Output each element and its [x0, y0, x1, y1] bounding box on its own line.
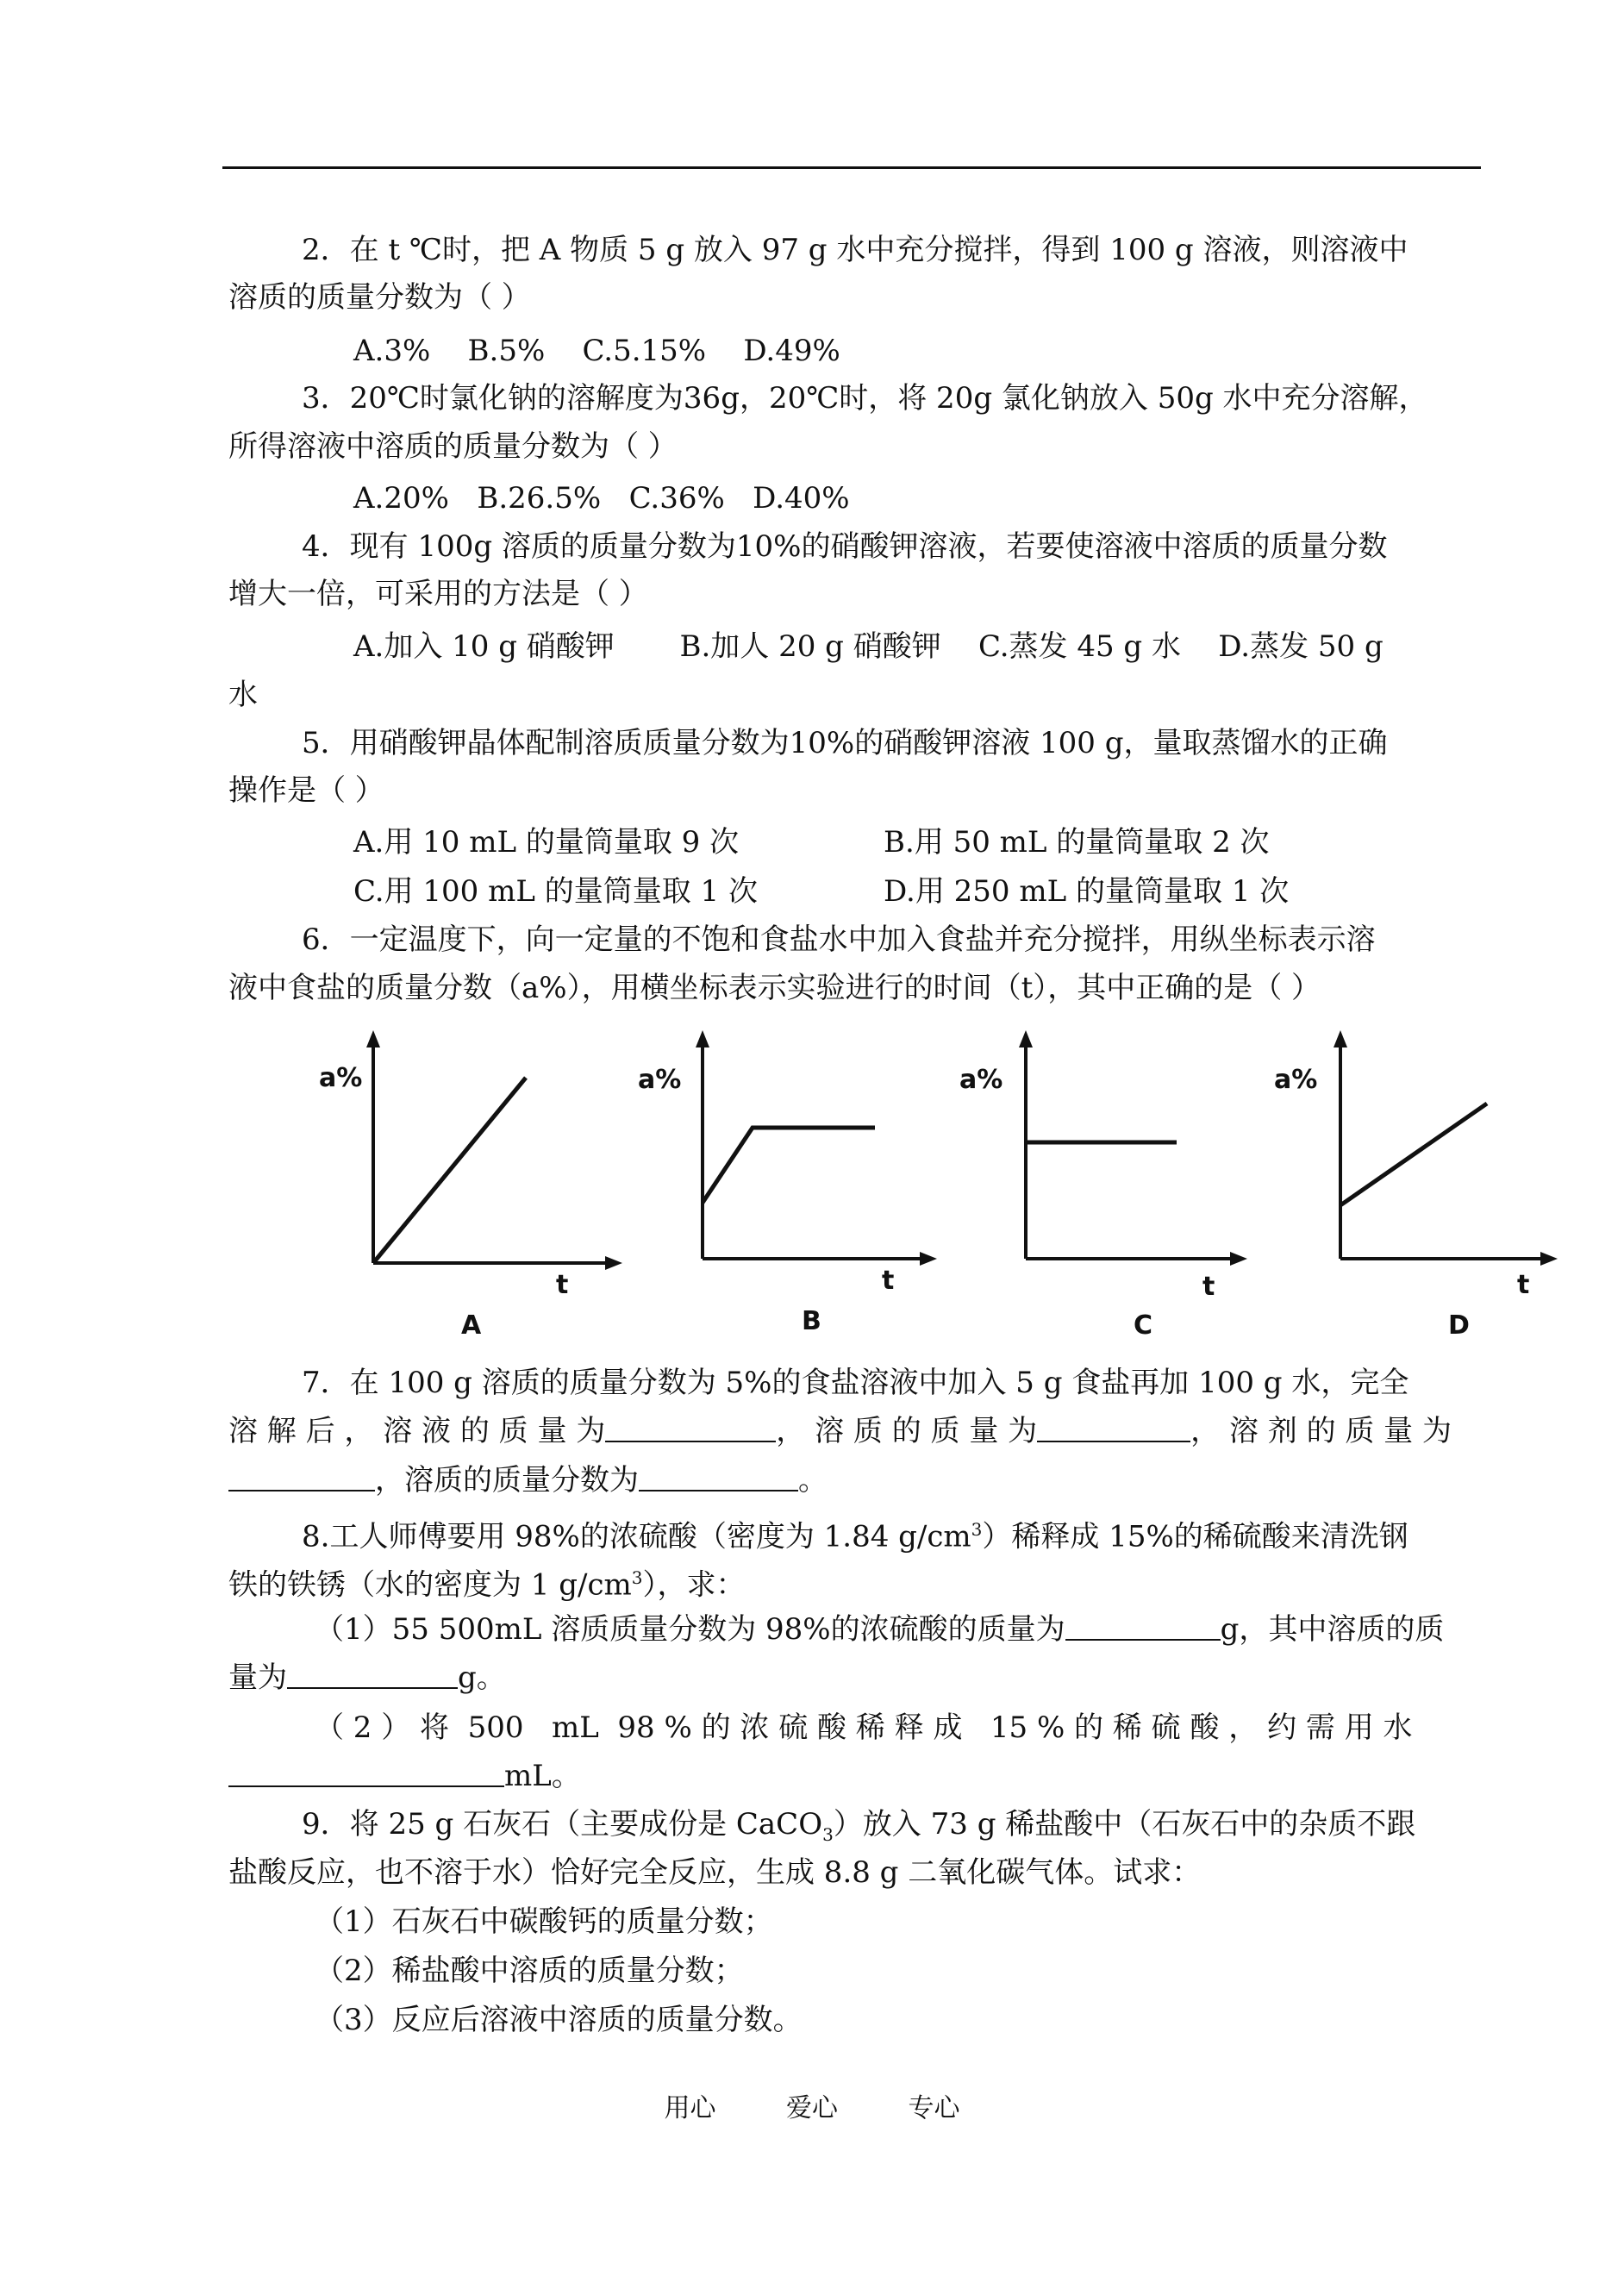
q9-sub3: （3）反应后溶液中溶质的质量分数。: [315, 2003, 803, 2037]
q2-line2: 溶质的质量分数为（ ）: [228, 280, 531, 315]
y-label: a%: [638, 1065, 682, 1095]
x-axis-arrow: [920, 1252, 937, 1266]
q7-line2-text-a: 溶 解 后 ， 溶 液 的 质 量 为: [228, 1414, 606, 1448]
graph-d-curve: [1340, 1104, 1487, 1205]
x-axis-arrow: [1540, 1252, 1558, 1266]
graph-b-svg: [634, 1026, 961, 1345]
y-axis-arrow: [1019, 1030, 1033, 1047]
graph-d: [1271, 1026, 1599, 1345]
q9-line1-text-b: ）放入 73 g 稀盐酸中（石灰石中的杂质不跟: [833, 1807, 1416, 1842]
q9-sub2: （2）稀盐酸中溶质的质量分数；: [315, 1954, 744, 1988]
q8-sub1-line1: [315, 1610, 1444, 1648]
q4-options: A.加入 10 g 硝酸钾 B.加人 20 g 硝酸钾 C.蒸发 45 g 水 D.蒸发 50 g: [353, 629, 1384, 664]
x-axis-arrow: [1230, 1252, 1247, 1266]
q9-line1-sub: 3: [822, 1823, 834, 1845]
graph-a-curve: [373, 1078, 526, 1263]
q6-line1: 6．一定温度下，向一定量的不饱和食盐水中加入食盐并充分搅拌，用纵坐标表示溶: [302, 922, 1376, 957]
graph-c-svg: [953, 1026, 1280, 1345]
q7-blank-mass-fraction[interactable]: [639, 1464, 798, 1491]
graph-c-label: C: [1134, 1310, 1153, 1341]
q3-options: A.20% B.26.5% C.36% D.40%: [353, 481, 850, 516]
graph-b-curve: [703, 1128, 875, 1203]
q6-line2: 液中食盐的质量分数（a%），用横坐标表示实验进行的时间（t），其中正确的是（ ）: [228, 971, 1321, 1005]
footer-text-2: 爱心: [786, 2093, 838, 2123]
q8-line2: [228, 1559, 745, 1604]
q2-line1: 2．在 t ℃时，把 A 物质 5 g 放入 97 g 水中充分搅拌，得到 100 g 溶液，则溶液中: [302, 233, 1409, 267]
q4-wrap: 水: [228, 678, 258, 712]
y-axis-arrow: [366, 1030, 380, 1047]
graph-a-label: A: [461, 1310, 482, 1341]
q9-sub1: （1）石灰石中碳酸钙的质量分数；: [315, 1904, 773, 1939]
q8-sub2-text-b: mL。: [504, 1759, 581, 1793]
x-label: t: [1517, 1270, 1530, 1300]
q8-sub2-line2: [228, 1757, 581, 1795]
q3-line1: 3．20℃时氯化钠的溶解度为36g，20℃时，将 20g 氯化钠放入 50g 水中充分溶解，: [302, 381, 1428, 416]
q8-sub1-text-d: g。: [458, 1660, 506, 1695]
graph-a-svg: [319, 1026, 646, 1345]
q7-line1: 7．在 100 g 溶质的质量分数为 5%的食盐溶液中加入 5 g 食盐再加 100 g 水，完全: [302, 1366, 1409, 1400]
q8-sub1-text-c: 量为: [228, 1660, 287, 1695]
q8-sub2-line1: （ 2 ） 将 500 mL 98 % 的 浓 硫 酸 稀 释 成 15 % 的 稀 硫 酸 ， 约 需 用 水: [315, 1710, 1413, 1745]
q8-sub1-text-a: （1）55 500mL 溶质质量分数为 98%的浓硫酸的质量为: [315, 1612, 1065, 1647]
q7-line2-text-c: ， 溶 剂 的 质 量 为: [1190, 1414, 1452, 1448]
q7-line2: [228, 1412, 1452, 1450]
q7-blank-solute-mass[interactable]: [1037, 1415, 1190, 1442]
q5-line1: 5．用硝酸钾晶体配制溶质质量分数为10%的硝酸钾溶液 100 g，量取蒸馏水的正确: [302, 726, 1388, 760]
q5-line2: 操作是（ ）: [228, 773, 384, 808]
graph-d-label: D: [1448, 1310, 1470, 1341]
q5-option-c: C.用 100 mL 的量筒量取 1 次: [353, 874, 758, 909]
y-label: a%: [319, 1063, 363, 1093]
q8-sub1-text-b: g，其中溶质的质: [1220, 1612, 1445, 1647]
y-axis-arrow: [1334, 1030, 1347, 1047]
page-footer: [0, 2086, 1624, 2124]
y-label: a%: [959, 1065, 1003, 1095]
q8-line1-text-a: 8.工人师傅要用 98%的浓硫酸（密度为 1.84 g/cm: [302, 1519, 971, 1554]
y-label: a%: [1274, 1065, 1318, 1095]
q8-line2-text-b: ），求：: [642, 1567, 746, 1603]
q5-option-b: B.用 50 mL 的量筒量取 2 次: [884, 825, 1270, 860]
q8-line1-text-b: ）稀释成 15%的稀硫酸来清洗钢: [982, 1519, 1409, 1554]
x-label: t: [882, 1266, 895, 1296]
graph-b: [634, 1026, 961, 1345]
graph-b-label: B: [802, 1306, 821, 1336]
q8-blank-solute-mass[interactable]: [287, 1661, 458, 1689]
q8-line2-text-a: 铁的铁锈（水的密度为 1 g/cm: [228, 1567, 632, 1603]
q8-sub1-line2: [228, 1659, 506, 1697]
footer-text-1: 用心: [664, 2093, 716, 2123]
graph-d-svg: [1271, 1026, 1599, 1345]
q8-blank-acid-mass[interactable]: [1065, 1613, 1221, 1641]
x-label: t: [1202, 1272, 1215, 1302]
x-label: t: [556, 1270, 569, 1300]
q9-line1-text-a: 9．将 25 g 石灰石（主要成份是 CaCO: [302, 1807, 823, 1842]
q4-line2: 增大一倍，可采用的方法是（ ）: [228, 577, 648, 611]
q8-line1-sup: 3: [971, 1519, 983, 1540]
header-rule: [222, 166, 1481, 169]
q5-option-d: D.用 250 mL 的量筒量取 1 次: [884, 874, 1290, 909]
q7-blank-solution-mass[interactable]: [605, 1415, 776, 1442]
x-axis-arrow: [605, 1256, 622, 1270]
q5-option-a: A.用 10 mL 的量筒量取 9 次: [353, 825, 740, 860]
q7-line2-text-b: ， 溶 质 的 质 量 为: [776, 1414, 1038, 1448]
q4-line1: 4．现有 100g 溶质的质量分数为10%的硝酸钾溶液，若要使溶液中溶质的质量分数: [302, 529, 1388, 564]
graph-a: [319, 1026, 646, 1345]
q8-line2-sup: 3: [631, 1567, 643, 1588]
footer-text-3: 专心: [908, 2093, 960, 2123]
q7-line3-text-b: 。: [798, 1463, 828, 1498]
graph-c: [953, 1026, 1280, 1345]
y-axis-arrow: [696, 1030, 709, 1047]
q7-blank-solvent-mass[interactable]: [228, 1464, 375, 1491]
q7-line3-text-a: ，溶质的质量分数为: [375, 1463, 639, 1498]
q9-line2: 盐酸反应，也不溶于水）恰好完全反应，生成 8.8 g 二氧化碳气体。试求：: [228, 1855, 1202, 1890]
q7-line3: [228, 1461, 828, 1499]
q2-options: A.3% B.5% C.5.15% D.49%: [353, 334, 840, 368]
q8-blank-water-volume[interactable]: [228, 1760, 504, 1787]
q8-line1: [302, 1510, 1409, 1555]
q9-line1: [302, 1805, 1415, 1854]
q3-line2: 所得溶液中溶质的质量分数为（ ）: [228, 429, 678, 464]
